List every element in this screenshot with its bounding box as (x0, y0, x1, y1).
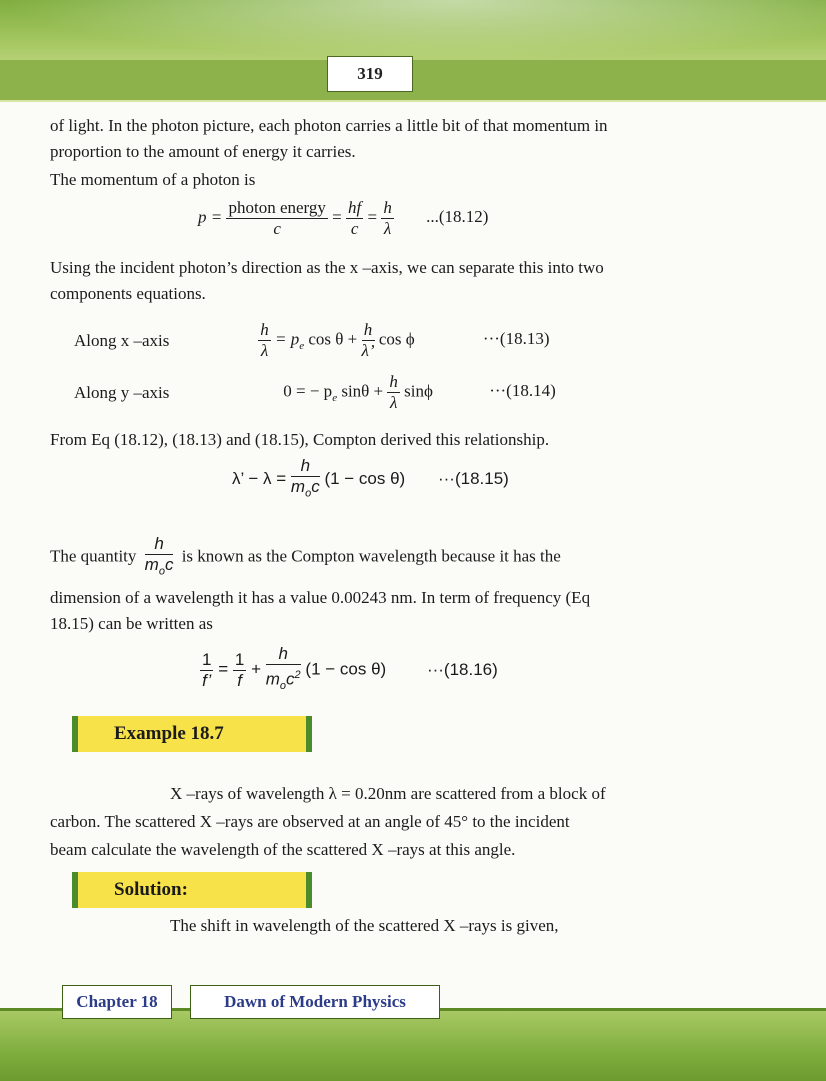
eq-label: ···(18.16) (426, 659, 498, 679)
eq-fraction: $\frac{h}{m_oc}$ (144, 534, 174, 578)
axis-label: Along x –axis (74, 330, 170, 350)
eq-fraction: $\frac{1}{f’}$ (202, 649, 212, 690)
solution-title-box (72, 872, 312, 908)
paragraph-line: Using the incident photon’s direction as the x –axis, we can separate this into two (50, 258, 604, 277)
eq-fraction: $\frac{\text{photon energy}}{c}$ (228, 198, 326, 238)
eq-fraction: $\frac{h}{\lambda’}$ (361, 320, 375, 360)
eq-fraction: $\frac{h}{\lambda}$ (383, 198, 392, 238)
eq-fraction: $\frac{h}{\lambda}$ (260, 320, 269, 360)
paragraph-line: beam calculate the wavelength of the scattered X –rays at this angle. (50, 840, 516, 859)
axis-label: Along y –axis (74, 382, 170, 402)
paragraph-line: carbon. The scattered X –rays are observed at an angle of 45° to the incident (50, 812, 570, 831)
paragraph-line: 18.15) can be written as (50, 614, 213, 633)
header-stripe (0, 60, 826, 100)
footer-title: Dawn of Modern Physics (190, 985, 440, 1019)
eq-fraction: $\frac{1}{f}$ (234, 649, 245, 690)
paragraph-line: of light. In the photon picture, each photon carries a little bit of that momentum in (50, 116, 608, 135)
eq-lhs: p = (198, 207, 223, 227)
footer-chapter: Chapter 18 (62, 985, 172, 1019)
solution-title: Solution: (114, 879, 188, 900)
equation-18-13: Along x –axis $\frac{h}{\lambda}$ = $p_e$ cos θ + $\frac{h}{\lambda’}$ cos ϕ ···(18.13) (74, 320, 550, 360)
example-title: Example 18.7 (114, 723, 224, 744)
eq-label: ...(18.12) (426, 207, 489, 227)
eq-fraction: $\frac{h}{m_oc}$ (290, 456, 320, 500)
equation-18-16: $\frac{1}{f’}$ = $\frac{1}{f}$ + $\frac{h}{m_oc^2}$ (1 − cos θ) ···(18.16) (200, 644, 498, 696)
eq-fraction: $\frac{h}{m_oc^2}$ (265, 644, 301, 693)
eq-fraction: $\frac{h}{\lambda}$ (389, 372, 398, 412)
equation-18-14: Along y –axis 0 = − $p_e$ sinθ + $\frac{h}{\lambda}$ sinϕ ···(18.14) (74, 372, 556, 412)
eq-label: ···(18.14) (489, 381, 556, 401)
page-number: 319 (327, 56, 413, 92)
eq-label: ···(18.15) (437, 469, 509, 489)
example-title-box (72, 716, 312, 752)
paragraph-line: dimension of a wavelength it has a value 0.00243 nm. In term of frequency (Eq (50, 588, 591, 607)
paragraph-line: From Eq (18.12), (18.13) and (18.15), Compton derived this relationship. (50, 430, 550, 449)
equation-18-15: λ’ − λ = $\frac{h}{m_oc}$ (1 − cos θ) ···(18.15) (232, 456, 509, 503)
paragraph-line: The shift in wavelength of the scattered X –rays is given, (170, 916, 559, 935)
paragraph-line: X –rays of wavelength λ = 0.20nm are scattered from a block of (170, 784, 606, 803)
eq-label: ···(18.13) (482, 329, 550, 349)
footer-band (0, 1010, 826, 1081)
paragraph-line: The momentum of a photon is (50, 170, 256, 189)
equation-18-12: p = $\frac{\text{photon energy}}{c}$ = $\frac{hf}{c}$ = $\frac{h}{\lambda}$ ...(18.12) (198, 198, 489, 238)
compton-quantity-line: The quantity $\frac{h}{m_oc}$ is known as the Compton wavelength because it has the (50, 534, 561, 581)
paragraph-line: components equations. (50, 284, 206, 303)
paragraph-line: proportion to the amount of energy it carries. (50, 142, 356, 161)
eq-fraction: $\frac{hf}{c}$ (348, 198, 362, 238)
